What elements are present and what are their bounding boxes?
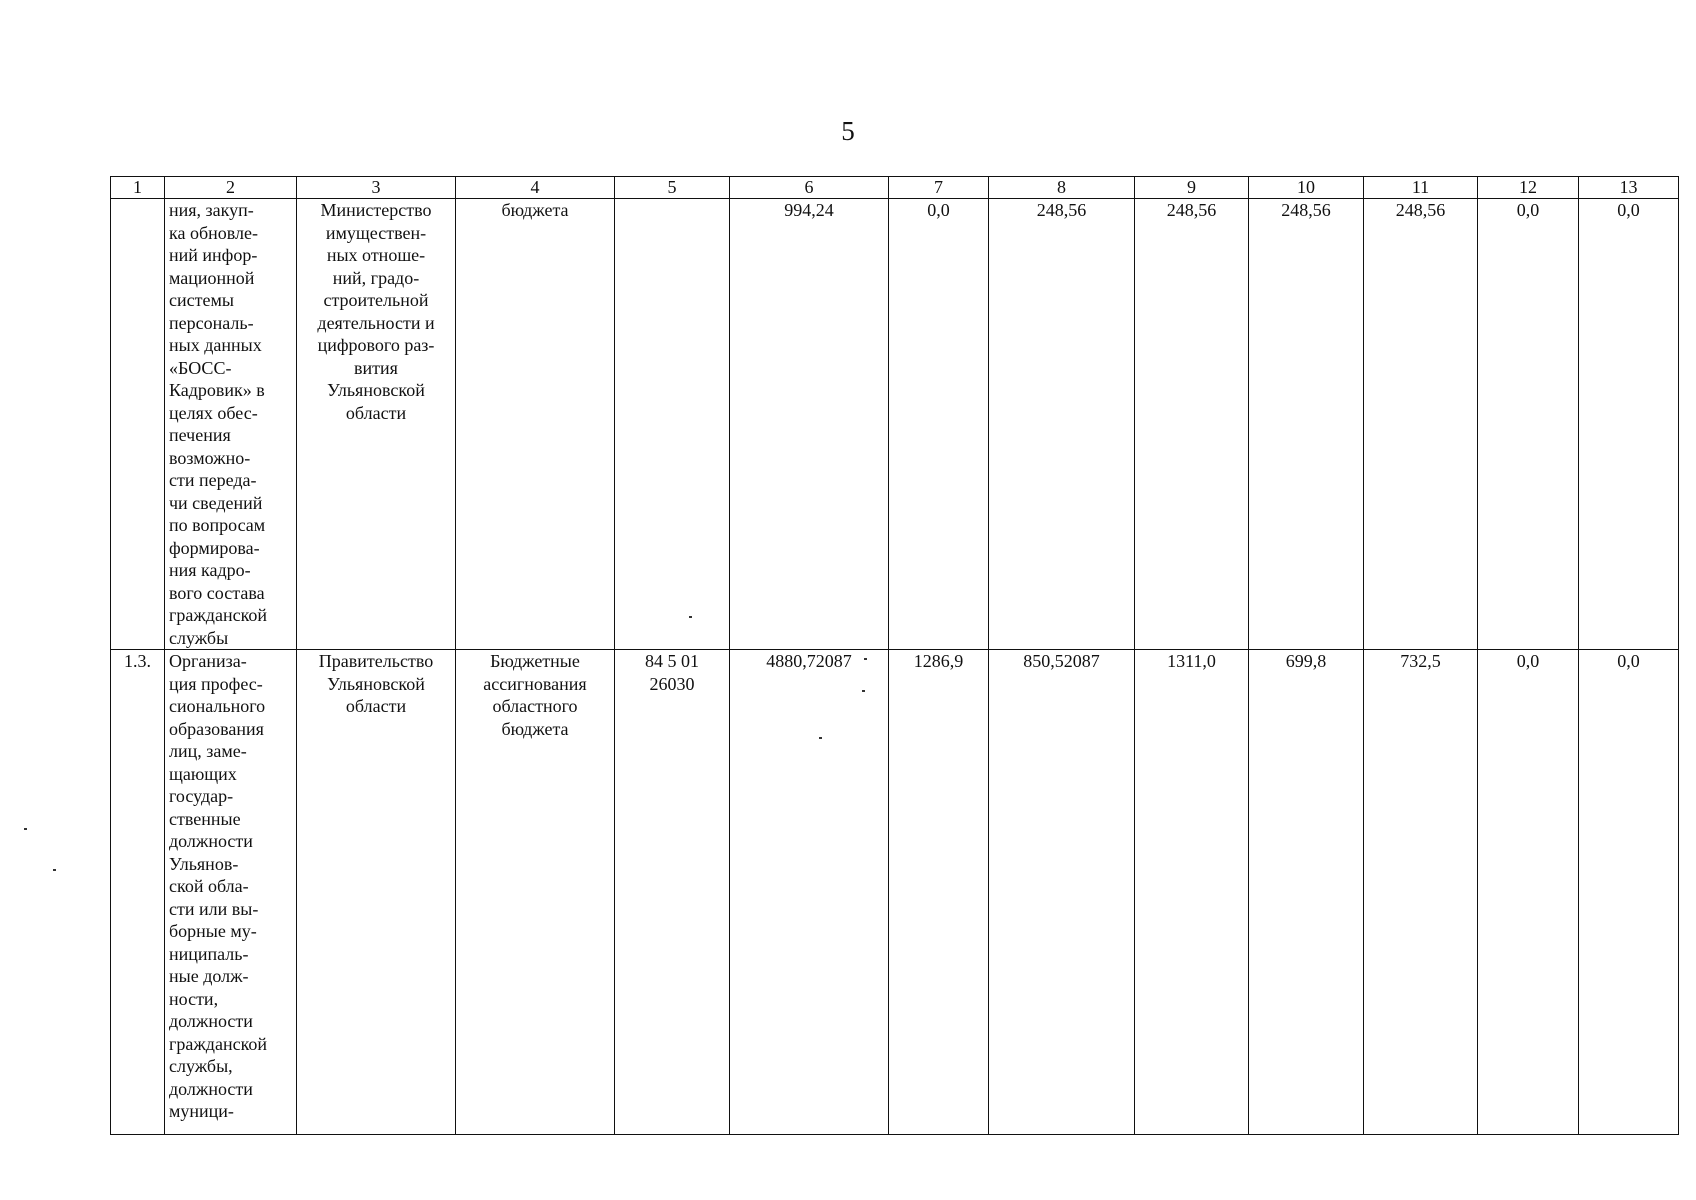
executor-cell: Правительство Ульяновской области: [297, 650, 456, 1135]
activity-name-cell: ния, закуп- ка обновле- ний инфор- мационной системы персональ- ных данных «БОСС- Кадровик» в целях обес- печения возможно- сти переда- чи сведений по вопросам формирова- ния кадро- вого состава гражданской службы: [165, 199, 297, 650]
amount-cell: 248,56: [989, 199, 1135, 650]
budget-code-cell: [615, 199, 730, 650]
amount-cell: 0,0: [1478, 650, 1579, 1135]
amount-cell: 0,0: [1478, 199, 1579, 650]
amount-cell: 0,0: [889, 199, 989, 650]
scan-speck: [864, 658, 867, 660]
column-number: 12: [1478, 177, 1579, 199]
column-number: 10: [1249, 177, 1364, 199]
total-amount-cell: 4880,72087: [730, 650, 889, 1135]
column-number: 11: [1364, 177, 1478, 199]
column-number: 5: [615, 177, 730, 199]
page-number: 5: [841, 116, 855, 146]
executor-cell: Министерство имуществен- ных отноше- ний, градо- строительной деятельности и цифрового раз- вития Ульяновской области: [297, 199, 456, 650]
amount-cell: 732,5: [1364, 650, 1478, 1135]
amount-cell: 1311,0: [1135, 650, 1249, 1135]
row-number-cell: 1.3.: [111, 650, 165, 1135]
amount-cell: 248,56: [1364, 199, 1478, 650]
amount-cell: 0,0: [1579, 650, 1679, 1135]
amount-cell: 850,52087: [989, 650, 1135, 1135]
scan-speck: [862, 690, 865, 692]
amount-cell: 248,56: [1135, 199, 1249, 650]
column-number: 13: [1579, 177, 1679, 199]
funding-source-cell: бюджета: [456, 199, 615, 650]
column-number: 3: [297, 177, 456, 199]
column-number: 8: [989, 177, 1135, 199]
column-number: 4: [456, 177, 615, 199]
column-number: 1: [111, 177, 165, 199]
column-number: 6: [730, 177, 889, 199]
scan-speck: [24, 828, 27, 830]
table-row: [111, 199, 1679, 650]
column-number-row: [111, 177, 1679, 199]
row-number-cell: [111, 199, 165, 650]
budget-code-cell: 84 5 01 26030: [615, 650, 730, 1135]
column-number: 2: [165, 177, 297, 199]
amount-cell: 0,0: [1579, 199, 1679, 650]
table-row: [111, 650, 1679, 1135]
amount-cell: 248,56: [1249, 199, 1364, 650]
scan-speck: [53, 869, 56, 871]
funding-source-cell: Бюджетные ассигнования областного бюджета: [456, 650, 615, 1135]
column-number: 9: [1135, 177, 1249, 199]
total-amount-cell: 994,24: [730, 199, 889, 650]
scan-speck: [689, 616, 692, 618]
amount-cell: 1286,9: [889, 650, 989, 1135]
amount-cell: 699,8: [1249, 650, 1364, 1135]
activity-name-cell: Организа- ция профес- сионального образования лиц, заме- щающих государ- ственные должности Ульянов- ской обла- сти или вы- борные му- ниципаль- ные долж- ности, должности гражданской службы, должности муници-: [165, 650, 297, 1135]
column-number: 7: [889, 177, 989, 199]
budget-table: [110, 176, 1679, 1135]
scan-speck: [819, 737, 822, 739]
